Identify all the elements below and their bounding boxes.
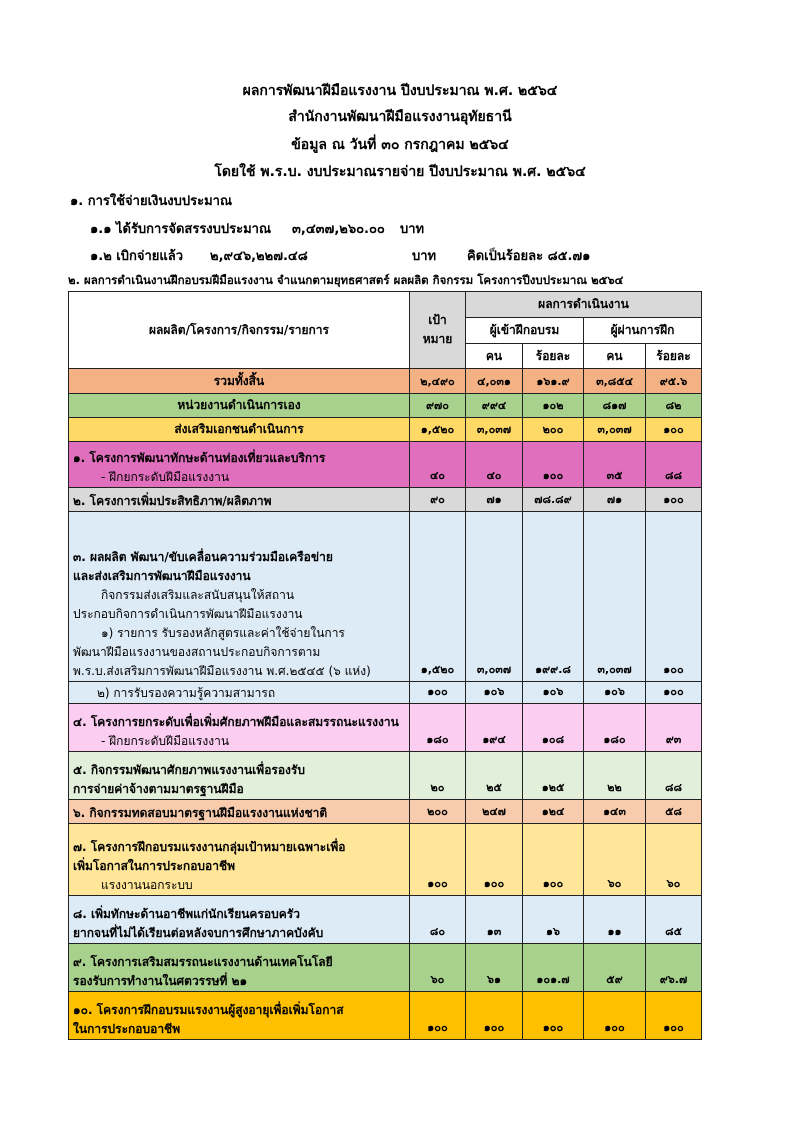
passed-count: ๖๐ [584, 824, 646, 896]
row-label [69, 394, 410, 418]
target-value: ๔๐ [410, 442, 466, 488]
passed-count: ๘๑๗ [584, 394, 646, 418]
passed-count: ๑๐๖ [584, 682, 646, 704]
passed-percent: ๕๘ [646, 800, 702, 824]
row-label-line: และส่งเสริมการพัฒนาฝีมือแรงงาน [73, 569, 251, 583]
target-value: ๑๘๐ [410, 704, 466, 752]
trainees-percent: ๑๒๕ [523, 752, 584, 800]
col-item-header: ผลผลิต/โครงการ/กิจกรรม/รายการ [69, 292, 410, 369]
trainees-count: ๗๑ [466, 488, 523, 512]
col-passed-people: คน [584, 344, 646, 369]
trainees-count: ๓,๐๓๗ [466, 418, 523, 442]
row-label [69, 704, 410, 752]
row-label [69, 418, 410, 442]
training-results-table [68, 291, 702, 1040]
trainees-count: ๓,๐๓๗ [466, 512, 523, 682]
section2-title: ๒. ผลการดำเนินงานฝึกอบรมฝีมือแรงงาน จำแนกตามยุทธศาสตร์ ผลผลิต กิจกรรม โครงการปีงบประมาณ ๒๕๖๔ [68, 273, 624, 287]
row-label [69, 992, 410, 1040]
passed-count: ๓,๘๕๔ [584, 369, 646, 394]
allocated-value: ๓,๔๓๗,๒๖๐.๐๐ [292, 222, 385, 237]
trainees-count: ๑๙๔ [466, 704, 523, 752]
row-label-line: แรงงานนอกระบบ [101, 878, 193, 892]
table-row [69, 896, 702, 944]
passed-percent: ๙๓ [646, 704, 702, 752]
trainees-count: ๖๑ [466, 944, 523, 992]
row-label-line: การจ่ายค่าจ้างตามมาตรฐานฝีมือ [73, 782, 244, 796]
row-label [69, 682, 410, 704]
table-row [69, 992, 702, 1040]
passed-count: ๑๐๐ [584, 992, 646, 1040]
row-label-line: พัฒนาฝีมือแรงงานของสถานประกอบกิจการตาม [73, 645, 321, 659]
row-label-line: ส่งเสริมเอกชนดำเนินการ [174, 422, 304, 436]
passed-percent: ๖๐ [646, 824, 702, 896]
row-label-line: เพิ่มโอกาสในการประกอบอาชีพ [73, 859, 236, 873]
row-label [69, 896, 410, 944]
spent-label: ๑.๒ เบิกจ่ายแล้ว [90, 249, 184, 264]
row-label-line: ยากจนที่ไม่ได้เรียนต่อหลังจบการศึกษาภาคบังคับ [73, 926, 324, 940]
target-value: ๑๐๐ [410, 682, 466, 704]
table-row [69, 442, 702, 488]
table-row [69, 800, 702, 824]
passed-count: ๑๘๐ [584, 704, 646, 752]
row-label-line: ๖. กิจกรรมทดสอบมาตรฐานฝีมือแรงงานแห่งชาติ [73, 806, 328, 820]
allocated-unit: บาท [400, 222, 425, 237]
row-label [69, 442, 410, 488]
trainees-count: ๑๓ [466, 896, 523, 944]
target-value: ๑๐๐ [410, 824, 466, 896]
trainees-percent: ๑๐๖ [523, 682, 584, 704]
trainees-count: ๒๔๗ [466, 800, 523, 824]
trainees-percent: ๑๒๔ [523, 800, 584, 824]
col-trainees-header: ผู้เข้าฝึกอบรม [466, 318, 584, 344]
spent-percent: คิดเป็นร้อยละ ๘๕.๗๑ [467, 249, 591, 264]
table-row [69, 752, 702, 800]
passed-percent: ๘๘ [646, 752, 702, 800]
row-label-line: หน่วยงานดำเนินการเอง [177, 398, 301, 412]
data-date: ข้อมูล ณ วันที่ ๓๐ กรกฎาคม ๒๕๖๔ [291, 137, 509, 153]
target-value: ๙๐ [410, 488, 466, 512]
trainees-percent: ๑๐๐ [523, 992, 584, 1040]
col-passed-header: ผู้ผ่านการฝึก [584, 318, 702, 344]
allocated-label: ๑.๑ ได้รับการจัดสรรงบประมาณ [90, 222, 272, 237]
row-label [69, 800, 410, 824]
passed-percent: ๑๐๐ [646, 418, 702, 442]
row-label-line: ในการประกอบอาชีพ [73, 1022, 181, 1036]
target-value: ๖๐ [410, 944, 466, 992]
target-value: ๒,๔๙๐ [410, 369, 466, 394]
col-results-header: ผลการดำเนินงาน [466, 292, 702, 318]
table-row [69, 488, 702, 512]
passed-count: ๕๙ [584, 944, 646, 992]
target-value: ๑,๕๒๐ [410, 512, 466, 682]
row-label-line: ๔. โครงการยกระดับเพื่อเพิ่มศักยภาพฝีมือและสมรรถนะแรงงาน [73, 715, 399, 729]
passed-count: ๗๑ [584, 488, 646, 512]
trainees-count: ๒๕ [466, 752, 523, 800]
passed-count: ๓,๐๓๗ [584, 512, 646, 682]
row-label-line: ๑) รายการ รับรองหลักสูตรและค่าใช้จ่ายในการ [101, 626, 345, 640]
col-trainees-percent: ร้อยละ [523, 344, 584, 369]
trainees-percent: ๑๖๑.๙ [523, 369, 584, 394]
row-label [69, 488, 410, 512]
row-label-line: กิจกรรมส่งเสริมและสนับสนุนให้สถาน [101, 588, 295, 602]
row-label-line: ประกอบกิจการดำเนินการพัฒนาฝีมือแรงงาน [73, 607, 303, 621]
col-target-header: เป้าหมาย [410, 292, 466, 369]
target-value: ๒๐๐ [410, 800, 466, 824]
passed-count: ๓,๐๓๗ [584, 418, 646, 442]
passed-percent: ๑๐๐ [646, 512, 702, 682]
table-row [69, 512, 702, 682]
passed-percent: ๑๐๐ [646, 992, 702, 1040]
passed-count: ๓๕ [584, 442, 646, 488]
passed-percent: ๘๘ [646, 442, 702, 488]
row-label-line: ๓. ผลผลิต พัฒนา/ขับเคลื่อนความร่วมมือเครือข่าย [73, 550, 333, 564]
trainees-percent: ๑๐๐ [523, 442, 584, 488]
table-row [69, 394, 702, 418]
row-label-line: รองรับการทำงานในศตวรรษที่ ๒๑ [73, 974, 248, 988]
passed-count: ๑๑ [584, 896, 646, 944]
row-label [69, 824, 410, 896]
row-label-line: รวมทั้งสิ้น [213, 373, 265, 388]
trainees-percent: ๒๐๐ [523, 418, 584, 442]
row-label [69, 752, 410, 800]
trainees-count: ๑๐๐ [466, 992, 523, 1040]
passed-percent: ๑๐๐ [646, 682, 702, 704]
row-label-line: ๑๐. โครงการฝึกอบรมแรงงานผู้สูงอายุเพื่อเพิ่มโอกาส [73, 1003, 344, 1017]
row-label-line: พ.ร.บ.ส่งเสริมการพัฒนาฝีมือแรงงาน พ.ศ.๒๕๔๕ (๖ แห่ง) [73, 664, 371, 678]
passed-percent: ๘๕ [646, 896, 702, 944]
table-row [69, 704, 702, 752]
row-label-line: ๕. กิจกรรมพัฒนาศักยภาพแรงงานเพื่อรองรับ [73, 763, 305, 777]
passed-percent: ๙๕.๖ [646, 369, 702, 394]
table-row [69, 418, 702, 442]
row-label-line: ๒. โครงการเพิ่มประสิทธิภาพ/ผลิตภาพ [73, 494, 272, 508]
row-label-line: ๙. โครงการเสริมสมรรถนะแรงงานด้านเทคโนโลยี [73, 955, 333, 969]
trainees-percent: ๑๐๑.๗ [523, 944, 584, 992]
trainees-count: ๔๐ [466, 442, 523, 488]
trainees-count: ๙๙๔ [466, 394, 523, 418]
row-label-line: ๗. โครงการฝึกอบรมแรงงานกลุ่มเป้าหมายเฉพาะเพื่อ [73, 840, 346, 854]
budget-section-title: ๑. การใช้จ่ายเงินงบประมาณ [70, 194, 232, 209]
trainees-percent: ๑๐๐ [523, 824, 584, 896]
trainees-count: ๑๐๖ [466, 682, 523, 704]
row-label-line: ๘. เพิ่มทักษะด้านอาชีพแก่นักเรียนครอบครัว [73, 907, 300, 921]
passed-percent: ๙๖.๗ [646, 944, 702, 992]
spent-unit: บาท [412, 249, 437, 264]
row-label-line: - ฝึกยกระดับฝีมือแรงงาน [101, 734, 230, 748]
row-label-line: ๒) การรับรองความรู้ความสามารถ [97, 686, 276, 700]
row-label-line: - ฝึกยกระดับฝีมือแรงงาน [101, 470, 230, 484]
passed-count: ๑๔๓ [584, 800, 646, 824]
trainees-percent: ๑๐๒ [523, 394, 584, 418]
row-label [69, 369, 410, 394]
col-trainees-people: คน [466, 344, 523, 369]
passed-percent: ๘๒ [646, 394, 702, 418]
trainees-percent: ๑๖ [523, 896, 584, 944]
trainees-percent: ๗๘.๘๙ [523, 488, 584, 512]
trainees-percent: ๑๙๙.๘ [523, 512, 584, 682]
trainees-percent: ๑๐๘ [523, 704, 584, 752]
row-label-line: ๑. โครงการพัฒนาทักษะด้านท่องเที่ยวและบริการ [73, 451, 326, 465]
passed-percent: ๑๐๐ [646, 488, 702, 512]
row-label [69, 512, 410, 682]
table-row [69, 824, 702, 896]
target-value: ๒๐ [410, 752, 466, 800]
trainees-count: ๑๐๐ [466, 824, 523, 896]
row-label [69, 944, 410, 992]
table-row [69, 369, 702, 394]
table-row [69, 682, 702, 704]
target-value: ๑,๕๒๐ [410, 418, 466, 442]
target-value: ๘๐ [410, 896, 466, 944]
col-passed-percent: ร้อยละ [646, 344, 702, 369]
office-name: สำนักงานพัฒนาฝีมือแรงงานอุทัยธานี [288, 109, 512, 125]
target-value: ๑๐๐ [410, 992, 466, 1040]
table-row [69, 944, 702, 992]
budget-act-line: โดยใช้ พ.ร.บ. งบประมาณรายจ่าย ปีงบประมาณ พ.ศ. ๒๕๖๔ [214, 164, 586, 180]
passed-count: ๒๒ [584, 752, 646, 800]
trainees-count: ๔,๐๓๑ [466, 369, 523, 394]
report-title: ผลการพัฒนาฝีมือแรงงาน ปีงบประมาณ พ.ศ. ๒๕๖๔ [242, 83, 558, 99]
spent-value: ๒,๙๔๖,๒๒๗.๔๘ [210, 249, 308, 264]
target-value: ๙๗๐ [410, 394, 466, 418]
